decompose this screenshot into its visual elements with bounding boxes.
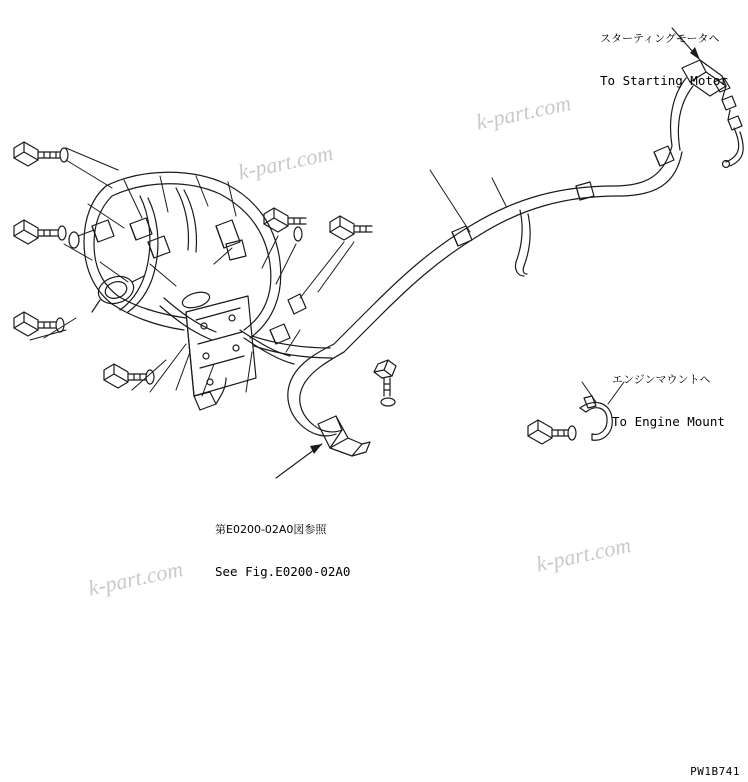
footer-drawing-code: PW1B741: [690, 765, 740, 778]
label-to-engine-mount-en: To Engine Mount: [612, 414, 725, 429]
label-see-fig-jp: 第E0200-02A0図参照: [215, 523, 327, 536]
label-to-starting-motor-en: To Starting Motor: [600, 73, 728, 88]
label-to-engine-mount: [612, 345, 725, 457]
lower-harness-loop: [276, 344, 370, 478]
left-harness-cluster: [84, 172, 332, 364]
watermark-3: k-part.com: [86, 556, 186, 601]
label-see-fig: [215, 495, 350, 607]
watermark-2: k-part.com: [474, 90, 574, 135]
bracket-plate: [186, 296, 256, 410]
label-see-fig-en: See Fig.E0200-02A0: [215, 564, 351, 579]
watermark-1: k-part.com: [236, 140, 336, 185]
watermark-4: k-part.com: [534, 532, 634, 577]
label-to-starting-motor: [600, 4, 728, 116]
main-harness-run: [334, 146, 682, 352]
label-to-engine-mount-jp: エンジンマウントヘ: [612, 373, 711, 386]
leader-lines: [88, 176, 300, 396]
label-to-starting-motor-jp: スターティングモータヘ: [600, 32, 720, 45]
